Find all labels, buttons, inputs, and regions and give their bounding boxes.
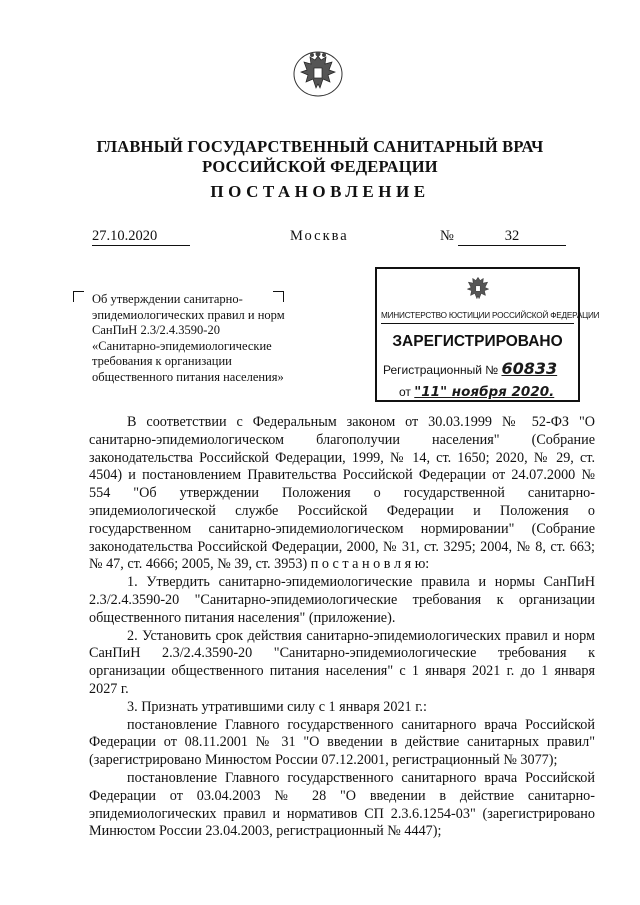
stamp-status: ЗАРЕГИСТРИРОВАНО	[392, 333, 563, 350]
body-paragraph: постановление Главного государственного санитарного врача Российской Федерации от 03.04.2003 № 28 "О введении в действие санитарно-эпидемиологических правил и нормативов СП 2.3.6.1254-03" (зарегистрировано Минюстом России 23.04.2003, регистрационный № 4447);	[89, 769, 595, 840]
authority-line-2: РОССИЙСКОЙ ФЕДЕРАЦИИ	[202, 157, 438, 176]
number-label: №	[440, 228, 454, 244]
body-paragraph: В соответствии с Федеральным законом от 30.03.1999 № 52-ФЗ "О санитарно-эпидемиологическом благополучии населения" (Собрание законодательства Российской Федерации, 1999, № 14, ст. 1650; 2020, № 29, ст. 4504) и постановлением Правительства Российской Федерации от 24.07.2000 № 554 "Об утверждении Положения о государственной санитарно-эпидемиологической службе Российской Федерации и Положения о государственном санитарно-эпидемиологическом нормировании" (Собрание законодательства Российской Федерации, 2000, № 31, ст. 3295; 2004, № 8, ст. 663; № 47, ст. 4666; 2005, № 39, ст. 3953) п о с т а н о в л я ю:	[89, 414, 595, 573]
document-type-title: ПОСТАНОВЛЕНИЕ	[210, 182, 430, 201]
document-number	[458, 228, 566, 246]
stamp-ministry: МИНИСТЕРСТВО ЮСТИЦИИ РОССИЙСКОЙ ФЕДЕРАЦИИ	[381, 311, 574, 324]
subject-bracket-left	[73, 291, 84, 302]
body-paragraph: 1. Утвердить санитарно-эпидемиологические правила и нормы СанПиН 2.3/2.4.3590-20 "Санитарно-эпидемиологические требования к организации общественного питания населения" (приложение).	[89, 574, 595, 626]
body-paragraph: 3. Признать утратившими силу с 1 января 2021 г.:	[127, 698, 427, 715]
subject-line: эпидемиологических правил и норм	[92, 307, 285, 322]
stamp-reg-number: 60833	[501, 359, 558, 378]
stamp-date-prefix: от	[399, 385, 411, 399]
document-body	[89, 414, 595, 841]
stamp-reg-line	[377, 359, 578, 378]
subject-block	[92, 292, 302, 385]
stamp-date-handwritten: "11" ноября 2020.	[414, 384, 555, 400]
coat-of-arms-emblem	[290, 44, 346, 100]
subject-line: общественного питания населения»	[92, 369, 284, 384]
document-date	[92, 228, 190, 246]
stamp-emblem-icon	[462, 273, 494, 303]
body-paragraph: постановление Главного государственного санитарного врача Российской Федерации от 08.11.2001 № 31 "О введении в действие санитарных правил" (зарегистрировано Минюстом России 07.12.2001, регистрационный № 3077);	[89, 716, 595, 769]
registration-stamp	[375, 267, 600, 402]
subject-line: «Санитарно-эпидемиологические	[92, 338, 272, 353]
stamp-reg-label: Регистрационный №	[383, 363, 499, 377]
body-paragraph: 2. Установить срок действия санитарно-эпидемиологических правил и норм СанПиН 2.3/2.4.3590-20 "Санитарно-эпидемиологические требования к организации общественного питания населения" с 1 января 2021 г. до 1 января 2027 г.	[89, 627, 595, 697]
subject-line: требования к организации	[92, 354, 232, 368]
authority-line-1: ГЛАВНЫЙ ГОСУДАРСТВЕННЫЙ САНИТАРНЫЙ ВРАЧ	[96, 137, 544, 156]
document-city: Москва	[290, 228, 349, 244]
subject-line: СанПиН 2.3/2.4.3590-20	[92, 323, 220, 337]
document-date-value: 27.10.2020	[92, 228, 158, 244]
subject-line: Об утверждении санитарно-	[92, 292, 243, 306]
document-number-value: 32	[504, 228, 520, 244]
stamp-date-line	[377, 384, 578, 400]
